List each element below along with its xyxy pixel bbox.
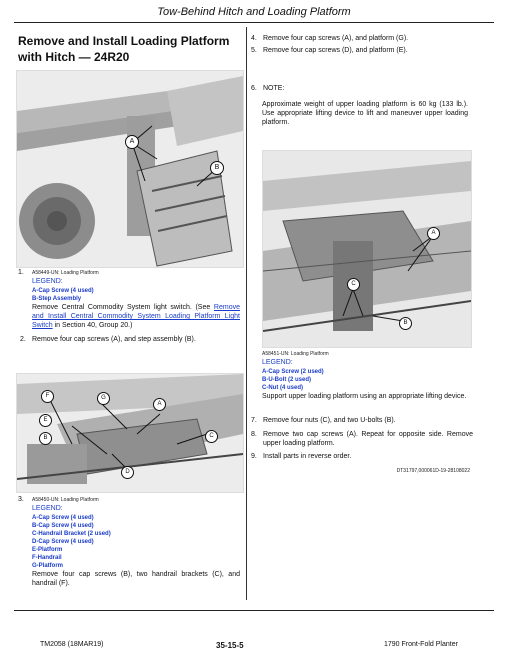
step-6 (251, 84, 473, 93)
figure-3-legend (262, 368, 324, 392)
callout-b: B (399, 317, 412, 330)
legend-item: B-U-Bolt (2 used) (262, 377, 311, 383)
legend-item: B-Cap Screw (4 used) (32, 523, 94, 529)
figure-2-legend-label: LEGEND: (32, 505, 63, 512)
legend-item: F-Handrail (32, 555, 62, 561)
legend-item: B-Step Assembly (32, 296, 82, 302)
step-7-number: 7. (251, 417, 257, 424)
callout-f: F (41, 390, 54, 403)
legend-item: D-Cap Screw (4 used) (32, 539, 94, 545)
figure-3-illustration (263, 151, 471, 347)
document-id: DT31797,000061D-19-28108022 (396, 468, 470, 474)
footer-manual-id: TM2058 (18MAR19) (40, 641, 104, 648)
light-switch-link[interactable]: Remove and Install Central Commodity System Loading Platform Light Switch (32, 304, 240, 329)
callout-b: B (39, 432, 52, 445)
legend-item: G-Platform (32, 563, 64, 569)
legend-item: C-Nut (4 used) (262, 385, 303, 391)
callout-a: A (427, 227, 440, 240)
figure-1-caption: A58449-UN: Loading Platform (32, 270, 99, 276)
step-2-number: 2. (20, 336, 26, 343)
step-8-text: Remove two cap screws (A). Repeat for opposite side. Remove upper loading platform. (263, 431, 473, 447)
footer-page-number: 35-15-5 (216, 641, 244, 650)
step-8-number: 8. (251, 431, 257, 438)
weight-note: Approximate weight of upper loading platform is 60 kg (133 lb.). Use appropriate lifting device to lift and maneuver upper loading platform. (262, 101, 468, 126)
figure-1-legend-label: LEGEND: (32, 278, 63, 285)
step-1-text-a: Remove Central Commodity System light switch. (See (32, 304, 211, 311)
legend-item: A-Cap Screw (4 used) (32, 288, 94, 294)
step-2 (20, 335, 240, 344)
figure-2-legend (32, 514, 111, 570)
note-label: NOTE: (263, 85, 285, 92)
step-1-text (32, 303, 240, 330)
step-4 (251, 34, 473, 43)
callout-c: C (205, 430, 218, 443)
step-3-text: Remove four cap screws (B), two handrail brackets (C), and handrail (F). (32, 571, 240, 587)
step-3-number: 3. (18, 496, 24, 503)
callout-b: B (210, 161, 224, 175)
legend-item: A-Cap Screw (4 used) (32, 515, 94, 521)
step-9 (251, 452, 473, 461)
legend-item: E-Platform (32, 547, 63, 553)
callout-a: A (153, 398, 166, 411)
figure-3-caption: A58451-UN: Loading Platform (262, 351, 329, 357)
support-text: Support upper loading platform using an appropriate lifting device. (262, 393, 467, 400)
step-5 (251, 46, 473, 55)
figure-1-loading-platform (16, 70, 244, 268)
step-7 (251, 416, 473, 425)
callout-d: D (121, 466, 134, 479)
footer-rule (14, 610, 494, 611)
step-5-text: Remove four cap screws (D), and platform (E). (263, 47, 408, 54)
figure-3-upper-platform (262, 150, 472, 348)
step-9-text: Install parts in reverse order. (263, 453, 352, 460)
legend-item: C-Handrail Bracket (2 used) (32, 531, 111, 537)
step-7-text: Remove four nuts (C), and two U-bolts (B). (263, 417, 396, 424)
figure-3-legend-label: LEGEND: (262, 359, 293, 366)
step-5-number: 5. (251, 47, 257, 54)
callout-a: A (125, 135, 139, 149)
figure-1-legend (32, 287, 94, 303)
step-2-text: Remove four cap screws (A), and step assembly (B). (32, 336, 196, 343)
figure-2-loading-platform (16, 373, 244, 493)
step-4-number: 4. (251, 35, 257, 42)
footer-product-name: 1790 Front-Fold Planter (384, 641, 458, 648)
section-title: Remove and Install Loading Platform with Hitch — 24R20 (18, 34, 230, 64)
step-6-number: 6. (251, 85, 257, 92)
step-9-number: 9. (251, 453, 257, 460)
column-divider (246, 27, 247, 600)
step-1-text-b: in Section 40, Group 20.) (54, 322, 133, 329)
figure-2-caption: A58450-UN: Loading Platform (32, 497, 99, 503)
page-header: Tow-Behind Hitch and Loading Platform (14, 6, 494, 23)
step-1-number: 1. (18, 269, 24, 276)
step-8 (251, 430, 473, 448)
callout-e: E (39, 414, 52, 427)
legend-item: A-Cap Screw (2 used) (262, 369, 324, 375)
callout-c: C (347, 278, 360, 291)
callout-g: G (97, 392, 110, 405)
step-4-text: Remove four cap screws (A), and platform (G). (263, 35, 409, 42)
